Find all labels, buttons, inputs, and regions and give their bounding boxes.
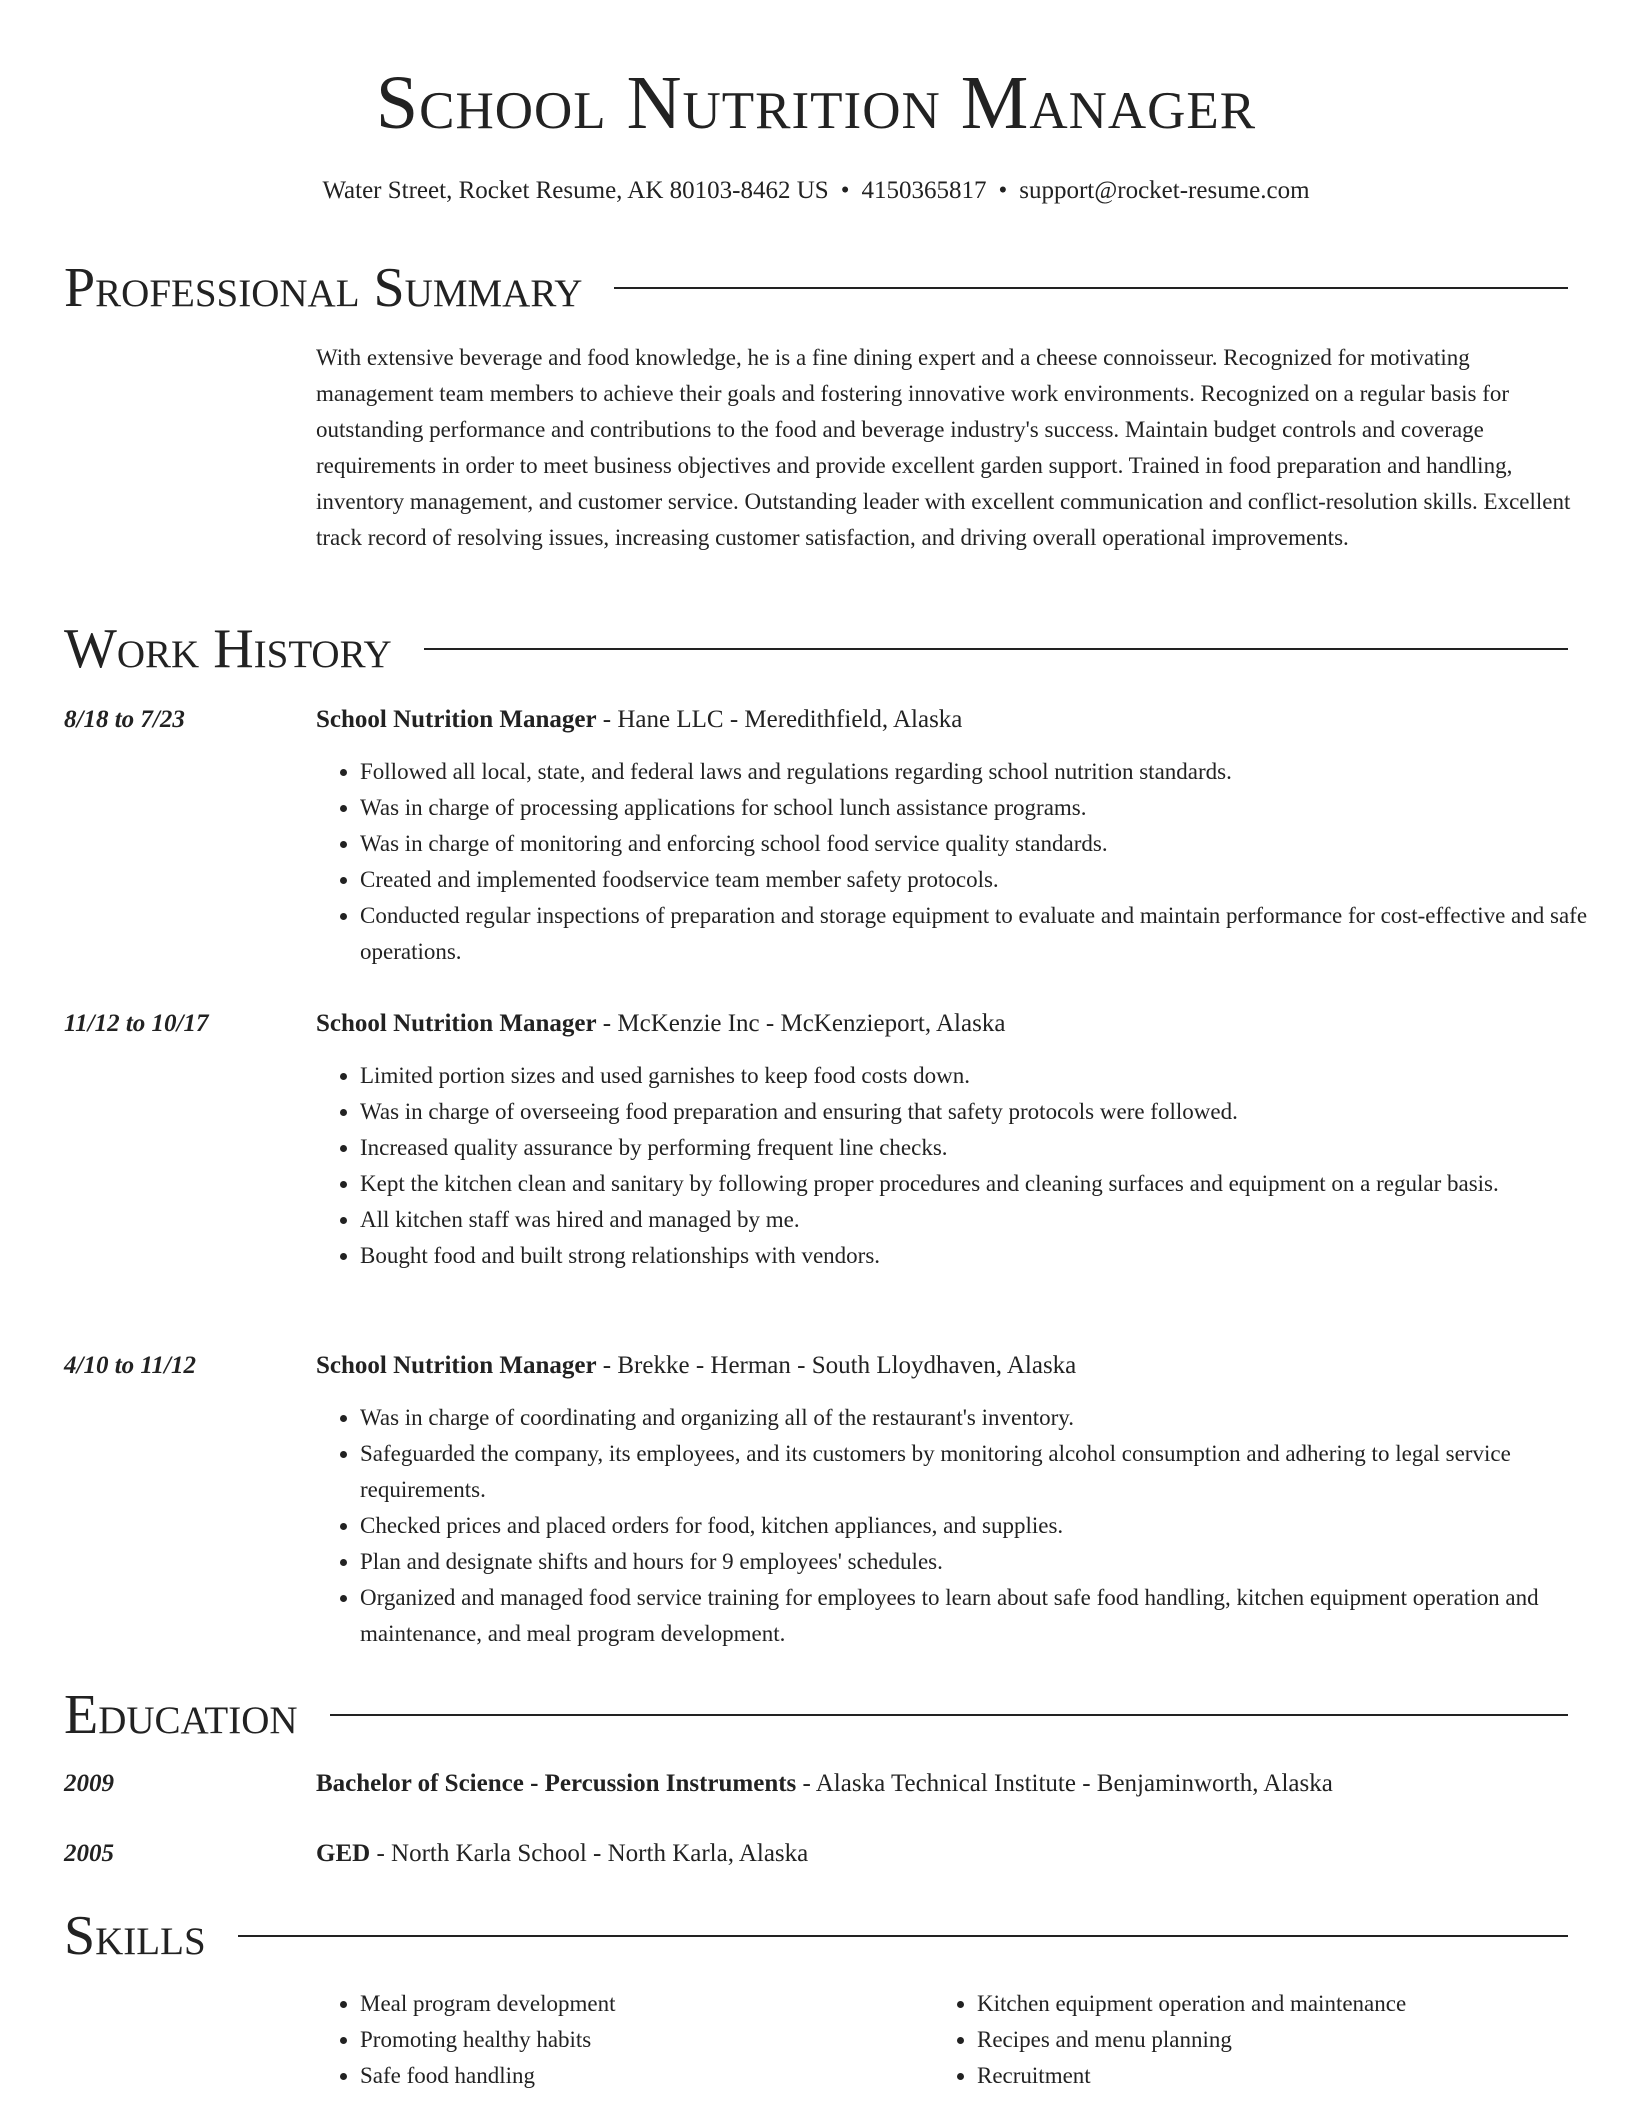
job-bullet: • Created and implemented foodservice team member safety protocols. xyxy=(360,862,1622,898)
summary-title: Professional Summary xyxy=(64,257,583,319)
job-role: School Nutrition Manager xyxy=(316,1352,597,1379)
skills-title: Skills xyxy=(64,1905,206,1967)
job-bullets xyxy=(316,1058,1622,1274)
section-divider xyxy=(614,287,1568,289)
job-dates: 8/18 to 7/23 xyxy=(64,706,185,733)
education-heading xyxy=(316,1766,1333,1802)
education-year: 2005 xyxy=(64,1840,114,1867)
job-bullet: • Was in charge of processing applications for school lunch assistance programs. xyxy=(360,790,1622,826)
skill-item: • Recruitment xyxy=(977,2058,1617,2094)
job-company: - Hane LLC - Meredithfield, Alaska xyxy=(596,706,963,733)
skill-item: • Kitchen equipment operation and maintenance xyxy=(977,1986,1617,2022)
skills-section-header xyxy=(64,1904,1568,1968)
contact-line xyxy=(0,174,1632,208)
education-degree: GED xyxy=(316,1840,371,1867)
job-heading xyxy=(316,1006,1005,1042)
education-year: 2009 xyxy=(64,1770,114,1797)
work-section-header xyxy=(64,617,1568,681)
skill-item: • Promoting healthy habits xyxy=(360,2022,920,2058)
skills-list-right xyxy=(933,1986,1617,2094)
job-bullet: • Conducted regular inspections of preparation and storage equipment to evaluate and maintain performance for cost-effective and safe operations. xyxy=(360,898,1622,970)
section-divider xyxy=(238,1935,1568,1937)
summary-text: With extensive beverage and food knowledge, he is a fine dining expert and a cheese connoisseur. Recognized for motivating management team members to achieve their goals and fostering innovative work environments. Recognized on a regular basis for outstanding performance and contributions to the food and beverage industry's success. Maintain budget controls and coverage requirements in order to meet business objectives and provide excellent garden support. Trained in food preparation and handling, inventory management, and customer service. Outstanding leader with excellent communication and conflict-resolution skills. Excellent track record of resolving issues, increasing customer satisfaction, and driving overall operational improvements. xyxy=(316,345,1571,550)
contact-address: Water Street, Rocket Resume, AK 80103-8462 US xyxy=(322,177,829,204)
contact-separator: • xyxy=(840,177,850,204)
job-dates: 11/12 to 10/17 xyxy=(64,1010,209,1037)
job-bullet: • Was in charge of monitoring and enforcing school food service quality standards. xyxy=(360,826,1622,862)
job-role: School Nutrition Manager xyxy=(316,1010,597,1037)
job-bullet: • All kitchen staff was hired and managed by me. xyxy=(360,1202,1622,1238)
contact-separator: • xyxy=(998,177,1008,204)
job-dates: 4/10 to 11/12 xyxy=(64,1352,196,1379)
job-bullet: • Limited portion sizes and used garnishes to keep food costs down. xyxy=(360,1058,1622,1094)
skill-item: • Recipes and menu planning xyxy=(977,2022,1617,2058)
education-degree: Bachelor of Science - Percussion Instruments xyxy=(316,1770,797,1797)
job-company: - McKenzie Inc - McKenzieport, Alaska xyxy=(596,1010,1006,1037)
skill-item: • Meal program development xyxy=(360,1986,920,2022)
contact-email[interactable]: support@rocket-resume.com xyxy=(1019,177,1310,204)
job-bullet: • Was in charge of coordinating and organizing all of the restaurant's inventory. xyxy=(360,1400,1622,1436)
job-bullet: • Plan and designate shifts and hours for 9 employees' schedules. xyxy=(360,1544,1622,1580)
job-bullet: • Kept the kitchen clean and sanitary by following proper procedures and cleaning surfaces and equipment on a regular basis. xyxy=(360,1166,1622,1202)
skill-item: • Safe food handling xyxy=(360,2058,920,2094)
job-bullets xyxy=(316,1400,1622,1652)
job-heading xyxy=(316,1348,1076,1384)
job-bullet: • Organized and managed food service training for employees to learn about safe food handling, kitchen equipment operation and maintenance, and meal program development. xyxy=(360,1580,1622,1652)
job-bullet: • Checked prices and placed orders for food, kitchen appliances, and supplies. xyxy=(360,1508,1622,1544)
contact-phone: 4150365817 xyxy=(861,177,987,204)
job-heading xyxy=(316,702,962,738)
job-role: School Nutrition Manager xyxy=(316,706,597,733)
job-bullet: • Bought food and built strong relationships with vendors. xyxy=(360,1238,1622,1274)
summary-section-header xyxy=(64,256,1568,320)
job-bullet: • Increased quality assurance by performing frequent line checks. xyxy=(360,1130,1622,1166)
work-title: Work History xyxy=(64,618,392,680)
job-bullets xyxy=(316,754,1622,970)
section-divider xyxy=(424,648,1568,650)
education-section-header xyxy=(64,1683,1568,1747)
resume-name: School Nutrition Manager xyxy=(375,61,1257,145)
education-school: - Alaska Technical Institute - Benjaminworth, Alaska xyxy=(796,1770,1333,1797)
skills-list-left xyxy=(316,1986,920,2094)
education-title: Education xyxy=(64,1684,298,1746)
education-heading xyxy=(316,1836,808,1872)
job-bullet: • Was in charge of overseeing food preparation and ensuring that safety protocols were followed. xyxy=(360,1094,1622,1130)
education-school: - North Karla School - North Karla, Alaska xyxy=(370,1840,809,1867)
job-bullet: • Followed all local, state, and federal laws and regulations regarding school nutrition standards. xyxy=(360,754,1622,790)
job-bullet: • Safeguarded the company, its employees, and its customers by monitoring alcohol consumption and adhering to legal service requirements. xyxy=(360,1436,1622,1508)
section-divider xyxy=(330,1714,1568,1716)
job-company: - Brekke - Herman - South Lloydhaven, Alaska xyxy=(596,1352,1077,1379)
